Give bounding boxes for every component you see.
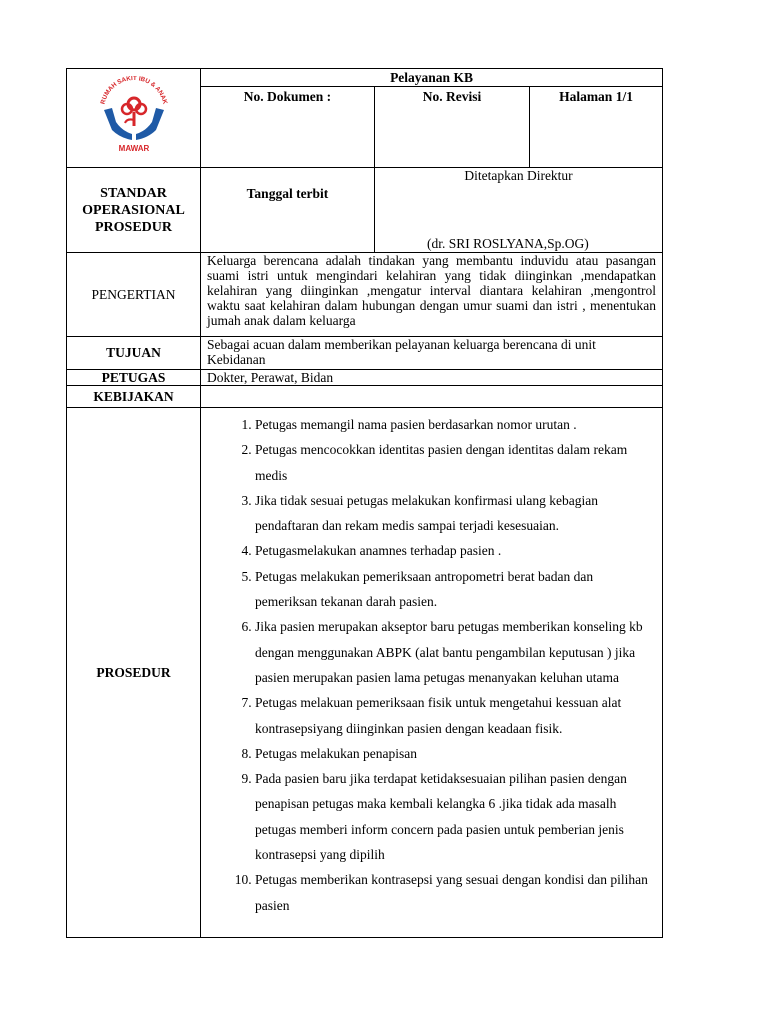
- prosedur-step: 2. Petugas mencocokkan identitas pasien dengan identitas dalam rekam medis: [255, 437, 656, 488]
- prosedur-step: 9. Pada pasien baru jika terdapat ketidaksesuaian pilihan pasien dengan penapisan petugas maka kembali kelangka 6 .jika tidak ada masalh petugas memberi inform concern pada pasien untuk pemberian jenis kontrasepsi yang dipilih: [255, 766, 656, 867]
- sop-table: [66, 68, 663, 938]
- logo-name: MAWAR: [118, 144, 149, 153]
- petugas-text: Dokter, Perawat, Bidan: [201, 370, 663, 386]
- prosedur-step: 3. Jika tidak sesuai petugas melakukan konfirmasi ulang kebagian pendaftaran dan rekam medis sampai terjadi kesesuaian.: [255, 488, 656, 539]
- kebijakan-text: [201, 386, 663, 408]
- sop-document: [66, 68, 662, 938]
- director-approval: [375, 168, 663, 253]
- pengertian-text: Keluarga berencana adalah tindakan yang membantu induvidu atau pasangan suami istri untuk mengindari kelahiran yang tidak diinginkan ,mendapatkan kelahiran yang diinginkan ,mengatur interval diantara kelahiran ,mengontrol waktu saat kelahiran dalam hubungan dengan umur suami dan istri , menentukan jumah anak dalam keluarga: [201, 253, 663, 337]
- tujuan-text: Sebagai acuan dalam memberikan pelayanan keluarga berencana di unit Kebidanan: [201, 337, 663, 370]
- prosedur-step: 6. Jika pasien merupakan akseptor baru petugas memberikan konseling kb dengan menggunakan ABPK (alat bantu pengambilan keputusan ) jika pasien merupakan pasien lama petugas menanyakan keluhan utama: [255, 614, 656, 690]
- prosedur-step: 7. Petugas melakuan pemeriksaan fisik untuk mengetahui kessuan alat kontrasepsiyang diinginkan pasien dengan keadaan fisik.: [255, 690, 656, 741]
- prosedur-steps-list: [201, 412, 662, 918]
- revision-label: No. Revisi: [375, 87, 530, 168]
- svg-text:RUMAH SAKIT IBU & ANAK: [99, 76, 168, 105]
- prosedur-step: 5. Petugas melakukan pemeriksaan antropometri berat badan dan pemeriksan tekanan darah pasien.: [255, 564, 656, 615]
- tujuan-label: TUJUAN: [67, 337, 201, 370]
- prosedur-step: 1. Petugas memangil nama pasien berdasarkan nomor urutan .: [255, 412, 656, 437]
- sop-label: STANDAR OPERASIONAL PROSEDUR: [67, 168, 201, 253]
- pengertian-label: PENGERTIAN: [67, 253, 201, 337]
- prosedur-content: [201, 408, 663, 938]
- prosedur-step: 4. Petugasmelakukan anamnes terhadap pasien .: [255, 538, 656, 563]
- hospital-logo-icon: [94, 76, 174, 156]
- prosedur-step: 10. Petugas memberikan kontrasepsi yang sesuai dengan kondisi dan pilihan pasien: [255, 867, 656, 918]
- prosedur-step: 8. Petugas melakukan penapisan: [255, 741, 656, 766]
- prosedur-label: PROSEDUR: [67, 408, 201, 938]
- document-title: Pelayanan KB: [201, 69, 663, 87]
- kebijakan-label: KEBIJAKAN: [67, 386, 201, 408]
- petugas-label: PETUGAS: [67, 370, 201, 386]
- hospital-logo-cell: [67, 69, 201, 168]
- director-name: (dr. SRI ROSLYANA,Sp.OG): [427, 236, 589, 251]
- issue-date-label: Tanggal terbit: [201, 168, 375, 253]
- page-label: Halaman 1/1: [530, 87, 663, 168]
- doc-number-label: No. Dokumen :: [201, 87, 375, 168]
- approved-by-text: Ditetapkan Direktur: [464, 168, 573, 183]
- logo-arc-text: RUMAH SAKIT IBU & ANAK: [99, 76, 168, 105]
